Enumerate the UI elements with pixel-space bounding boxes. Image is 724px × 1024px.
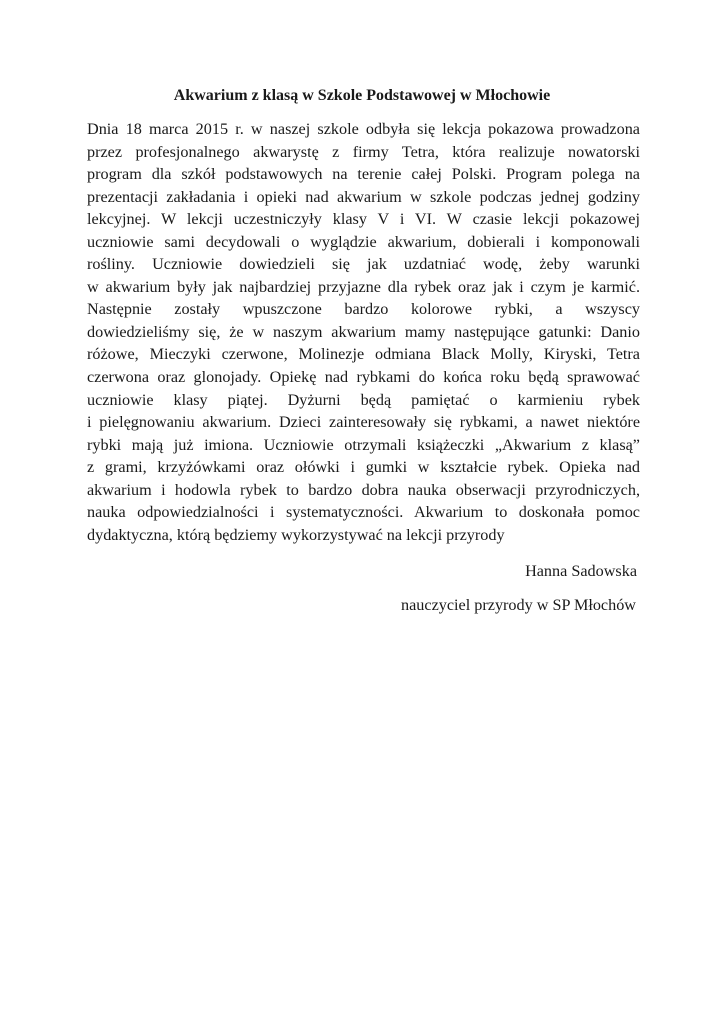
body-line: różowe, Mieczyki czerwone, Molinezje odmiana Black Molly, Kiryski, Tetra [87,345,640,364]
body-line: Następnie zostały wpuszczone bardzo kolorowe rybki, a wszyscy [87,300,640,319]
body-line: i pielęgnowaniu akwarium. Dzieci zainteresowały się rybkami, a nawet niektóre [87,413,640,432]
article-body [87,118,640,546]
body-line: Dnia 18 marca 2015 r. w naszej szkole odbyła się lekcja pokazowa prowadzona [87,120,640,138]
signature-name: Hanna Sadowska [525,562,637,580]
body-line-last: dydaktyczna, którą będziemy wykorzystywać na lekcji przyrody [87,525,505,544]
signature-role: nauczyciel przyrody w SP Młochów [401,596,636,614]
body-line: lekcyjnej. W lekcji uczestniczyły klasy V i VI. W czasie lekcji pokazowej [87,210,640,229]
body-line: przez profesjonalnego akwarystę z firmy Tetra, która realizuje nowatorski [87,142,640,161]
body-line: dowiedzieliśmy się, że w naszym akwarium mamy następujące gatunki: Danio [87,322,640,341]
body-line: czerwona oraz glonojady. Opiekę nad rybkami do końca roku będą sprawować [87,368,640,387]
body-line: program dla szkół podstawowych na terenie całej Polski. Program polega na [87,165,640,184]
body-line: prezentacji zakładania i opieki nad akwarium w szkole podczas jednej godziny [87,187,640,206]
body-line: uczniowie klasy piątej. Dyżurni będą pamiętać o karmieniu rybek [87,390,640,409]
body-line: akwarium i hodowla rybek to bardzo dobra nauka obserwacji przyrodniczych, [87,480,640,499]
body-line: nauka odpowiedzialności i systematyczności. Akwarium to doskonała pomoc [87,503,640,522]
body-line: rośliny. Uczniowie dowiedzieli się jak uzdatniać wodę, żeby warunki [87,255,640,274]
body-line: z grami, krzyżówkami oraz ołówki i gumki w kształcie rybek. Opieka nad [87,458,640,477]
body-line: w akwarium były jak najbardziej przyjazne dla rybek oraz jak i czym je karmić. [87,277,640,296]
body-line: uczniowie sami decydowali o wyglądzie akwarium, dobierali i komponowali [87,232,640,251]
body-line: rybki mają już imiona. Uczniowie otrzymali książeczki „Akwarium z klasą” [87,435,640,454]
document-title: Akwarium z klasą w Szkole Podstawowej w Młochowie [173,87,551,104]
